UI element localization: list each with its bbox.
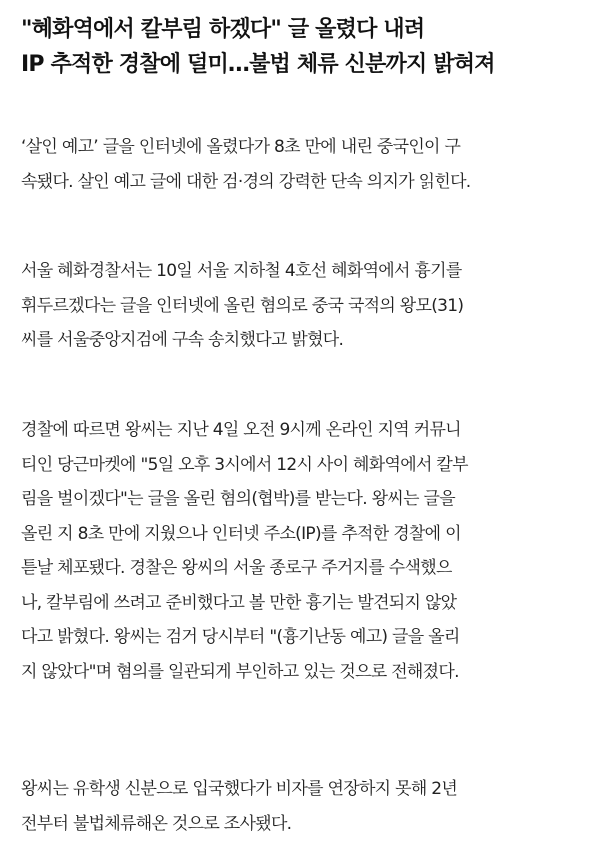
paragraph-line: 티인 당근마켓에 "5일 오후 3시에서 12시 사이 혜화역에서 칼부 — [21, 454, 468, 475]
article-headline — [21, 12, 591, 82]
paragraph-line: 서울 혜화경찰서는 10일 서울 지하철 4호선 혜화역에서 흉기를 — [21, 261, 462, 281]
paragraph-line: 다고 밝혔다. 왕씨는 검거 당시부터 "(흉기난동 예고) 글을 올리 — [21, 627, 460, 647]
headline-line: "혜화역에서 칼부림 하겠다" 글 올렸다 내려 — [21, 17, 425, 42]
paragraph-line: ‘살인 예고’ 글을 인터넷에 올렸다가 8초 만에 내린 중국인이 구 — [21, 137, 461, 157]
paragraph-line: 경찰에 따르면 왕씨는 지난 4일 오전 9시께 온라인 지역 커뮤니 — [21, 420, 461, 440]
paragraph-line: 왕씨는 유학생 신분으로 입국했다가 비자를 연장하지 못해 2년 — [21, 779, 458, 799]
paragraph-line: 올린 지 8초 만에 지웠으나 인터넷 주소(IP)를 추적한 경찰에 이 — [21, 523, 461, 544]
paragraph-line: 림을 벌이겠다"는 글을 올린 혐의(협박)를 받는다. 왕씨는 글을 — [21, 489, 455, 509]
paragraph-line: 전부터 불법체류해온 것으로 조사됐다. — [21, 813, 292, 834]
paragraph-line: 지 않았다"며 혐의를 일관되게 부인하고 있는 것으로 전해졌다. — [21, 661, 459, 682]
article-paragraph-2 — [21, 254, 593, 358]
article-paragraph-3 — [21, 413, 593, 689]
headline-line: IP 추적한 경찰에 덜미…불법 체류 신분까지 밝혀져 — [21, 52, 495, 77]
paragraph-line: 나, 칼부림에 쓰려고 준비했다고 볼 만한 흉기는 발견되지 않았 — [21, 592, 457, 613]
article-paragraph-4 — [21, 772, 593, 841]
article-paragraph-1 — [21, 130, 593, 199]
paragraph-line: 씨를 서울중앙지검에 구속 송치했다고 밝혔다. — [21, 330, 344, 350]
paragraph-line: 휘두르겠다는 글을 인터넷에 올린 혐의로 중국 국적의 왕모(31) — [21, 295, 464, 316]
paragraph-line: 속됐다. 살인 예고 글에 대한 검·경의 강력한 단속 의지가 읽힌다. — [21, 171, 471, 192]
paragraph-line: 튿날 체포됐다. 경찰은 왕씨의 서울 종로구 주거지를 수색했으 — [21, 558, 452, 578]
